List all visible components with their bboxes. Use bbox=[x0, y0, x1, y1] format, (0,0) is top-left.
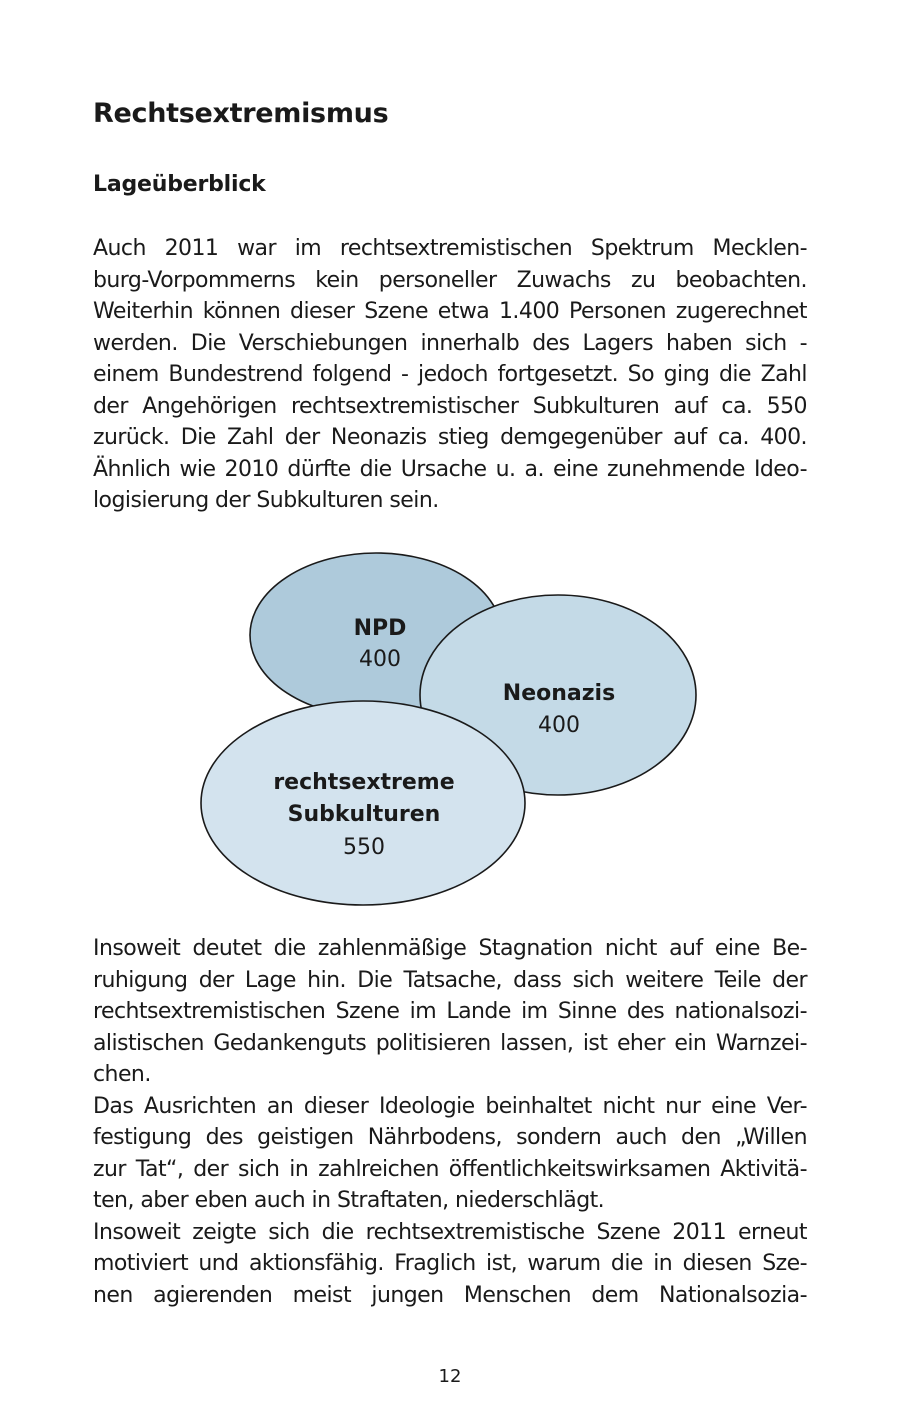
text-line: ruhigung der Lage hin. Die Tatsache, dass sich weitere Teile der bbox=[93, 967, 807, 993]
section-title: Lageüberblick bbox=[93, 172, 266, 197]
text-line: burg-Vorpommerns kein personeller Zuwachs zu beobachten. bbox=[93, 267, 807, 293]
text-line: alistischen Gedankenguts politisieren lassen, ist eher ein Warnzei- bbox=[93, 1030, 807, 1056]
npd-value: 400 bbox=[359, 647, 401, 672]
text-line: logisierung der Subkulturen sein. bbox=[93, 488, 439, 513]
page-number: 12 bbox=[438, 1366, 462, 1387]
text-line: der Angehörigen rechtsextremistischer Subkulturen auf ca. 550 bbox=[93, 393, 807, 419]
text-line: zur Tat“, der sich in zahlreichen öffentlichkeitswirksamen Aktivitä- bbox=[93, 1156, 807, 1182]
neonazis-value: 400 bbox=[538, 713, 580, 738]
paragraph-assessment bbox=[93, 933, 807, 1311]
text-line: Auch 2011 war im rechtsextremistischen Spektrum Mecklen- bbox=[93, 236, 807, 261]
subkulturen-label-line2: Subkulturen bbox=[287, 802, 441, 827]
scene-overlap-diagram bbox=[195, 550, 705, 915]
text-line: Ähnlich wie 2010 dürfte die Ursache u. a. eine zunehmende Ideo- bbox=[93, 456, 807, 482]
text-line: nen agierenden meist jungen Menschen dem Nationalsozia- bbox=[93, 1282, 807, 1308]
text-line: Insoweit deutet die zahlenmäßige Stagnation nicht auf eine Be- bbox=[93, 936, 807, 961]
neonazis-label: Neonazis bbox=[502, 681, 616, 706]
text-line: Das Ausrichten an dieser Ideologie beinhaltet nicht nur eine Ver- bbox=[93, 1093, 807, 1119]
text-line: ten, aber eben auch in Straftaten, niederschlägt. bbox=[93, 1188, 605, 1213]
text-line: einem Bundestrend folgend - jedoch fortgesetzt. So ging die Zahl bbox=[93, 362, 807, 387]
text-line: motiviert und aktionsfähig. Fraglich ist, warum die in diesen Sze- bbox=[93, 1251, 807, 1276]
page-title: Rechtsextremismus bbox=[93, 98, 389, 129]
text-line: Insoweit zeigte sich die rechtsextremistische Szene 2011 erneut bbox=[93, 1219, 807, 1245]
paragraph-intro bbox=[93, 233, 807, 517]
text-line: rechtsextremistischen Szene im Lande im Sinne des nationalsozi- bbox=[93, 999, 807, 1024]
text-line: werden. Die Verschiebungen innerhalb des Lagers haben sich - bbox=[93, 330, 807, 356]
subkulturen-label-line1: rechtsextreme bbox=[273, 770, 455, 795]
text-line: chen. bbox=[93, 1062, 151, 1087]
text-line: festigung des geistigen Nährbodens, sondern auch den „Willen bbox=[93, 1125, 807, 1150]
text-line: zurück. Die Zahl der Neonazis stieg demgegenüber auf ca. 400. bbox=[93, 425, 807, 450]
npd-label: NPD bbox=[353, 616, 407, 641]
text-line: Weiterhin können dieser Szene etwa 1.400 Personen zugerechnet bbox=[93, 299, 807, 324]
subkulturen-value: 550 bbox=[343, 835, 385, 860]
